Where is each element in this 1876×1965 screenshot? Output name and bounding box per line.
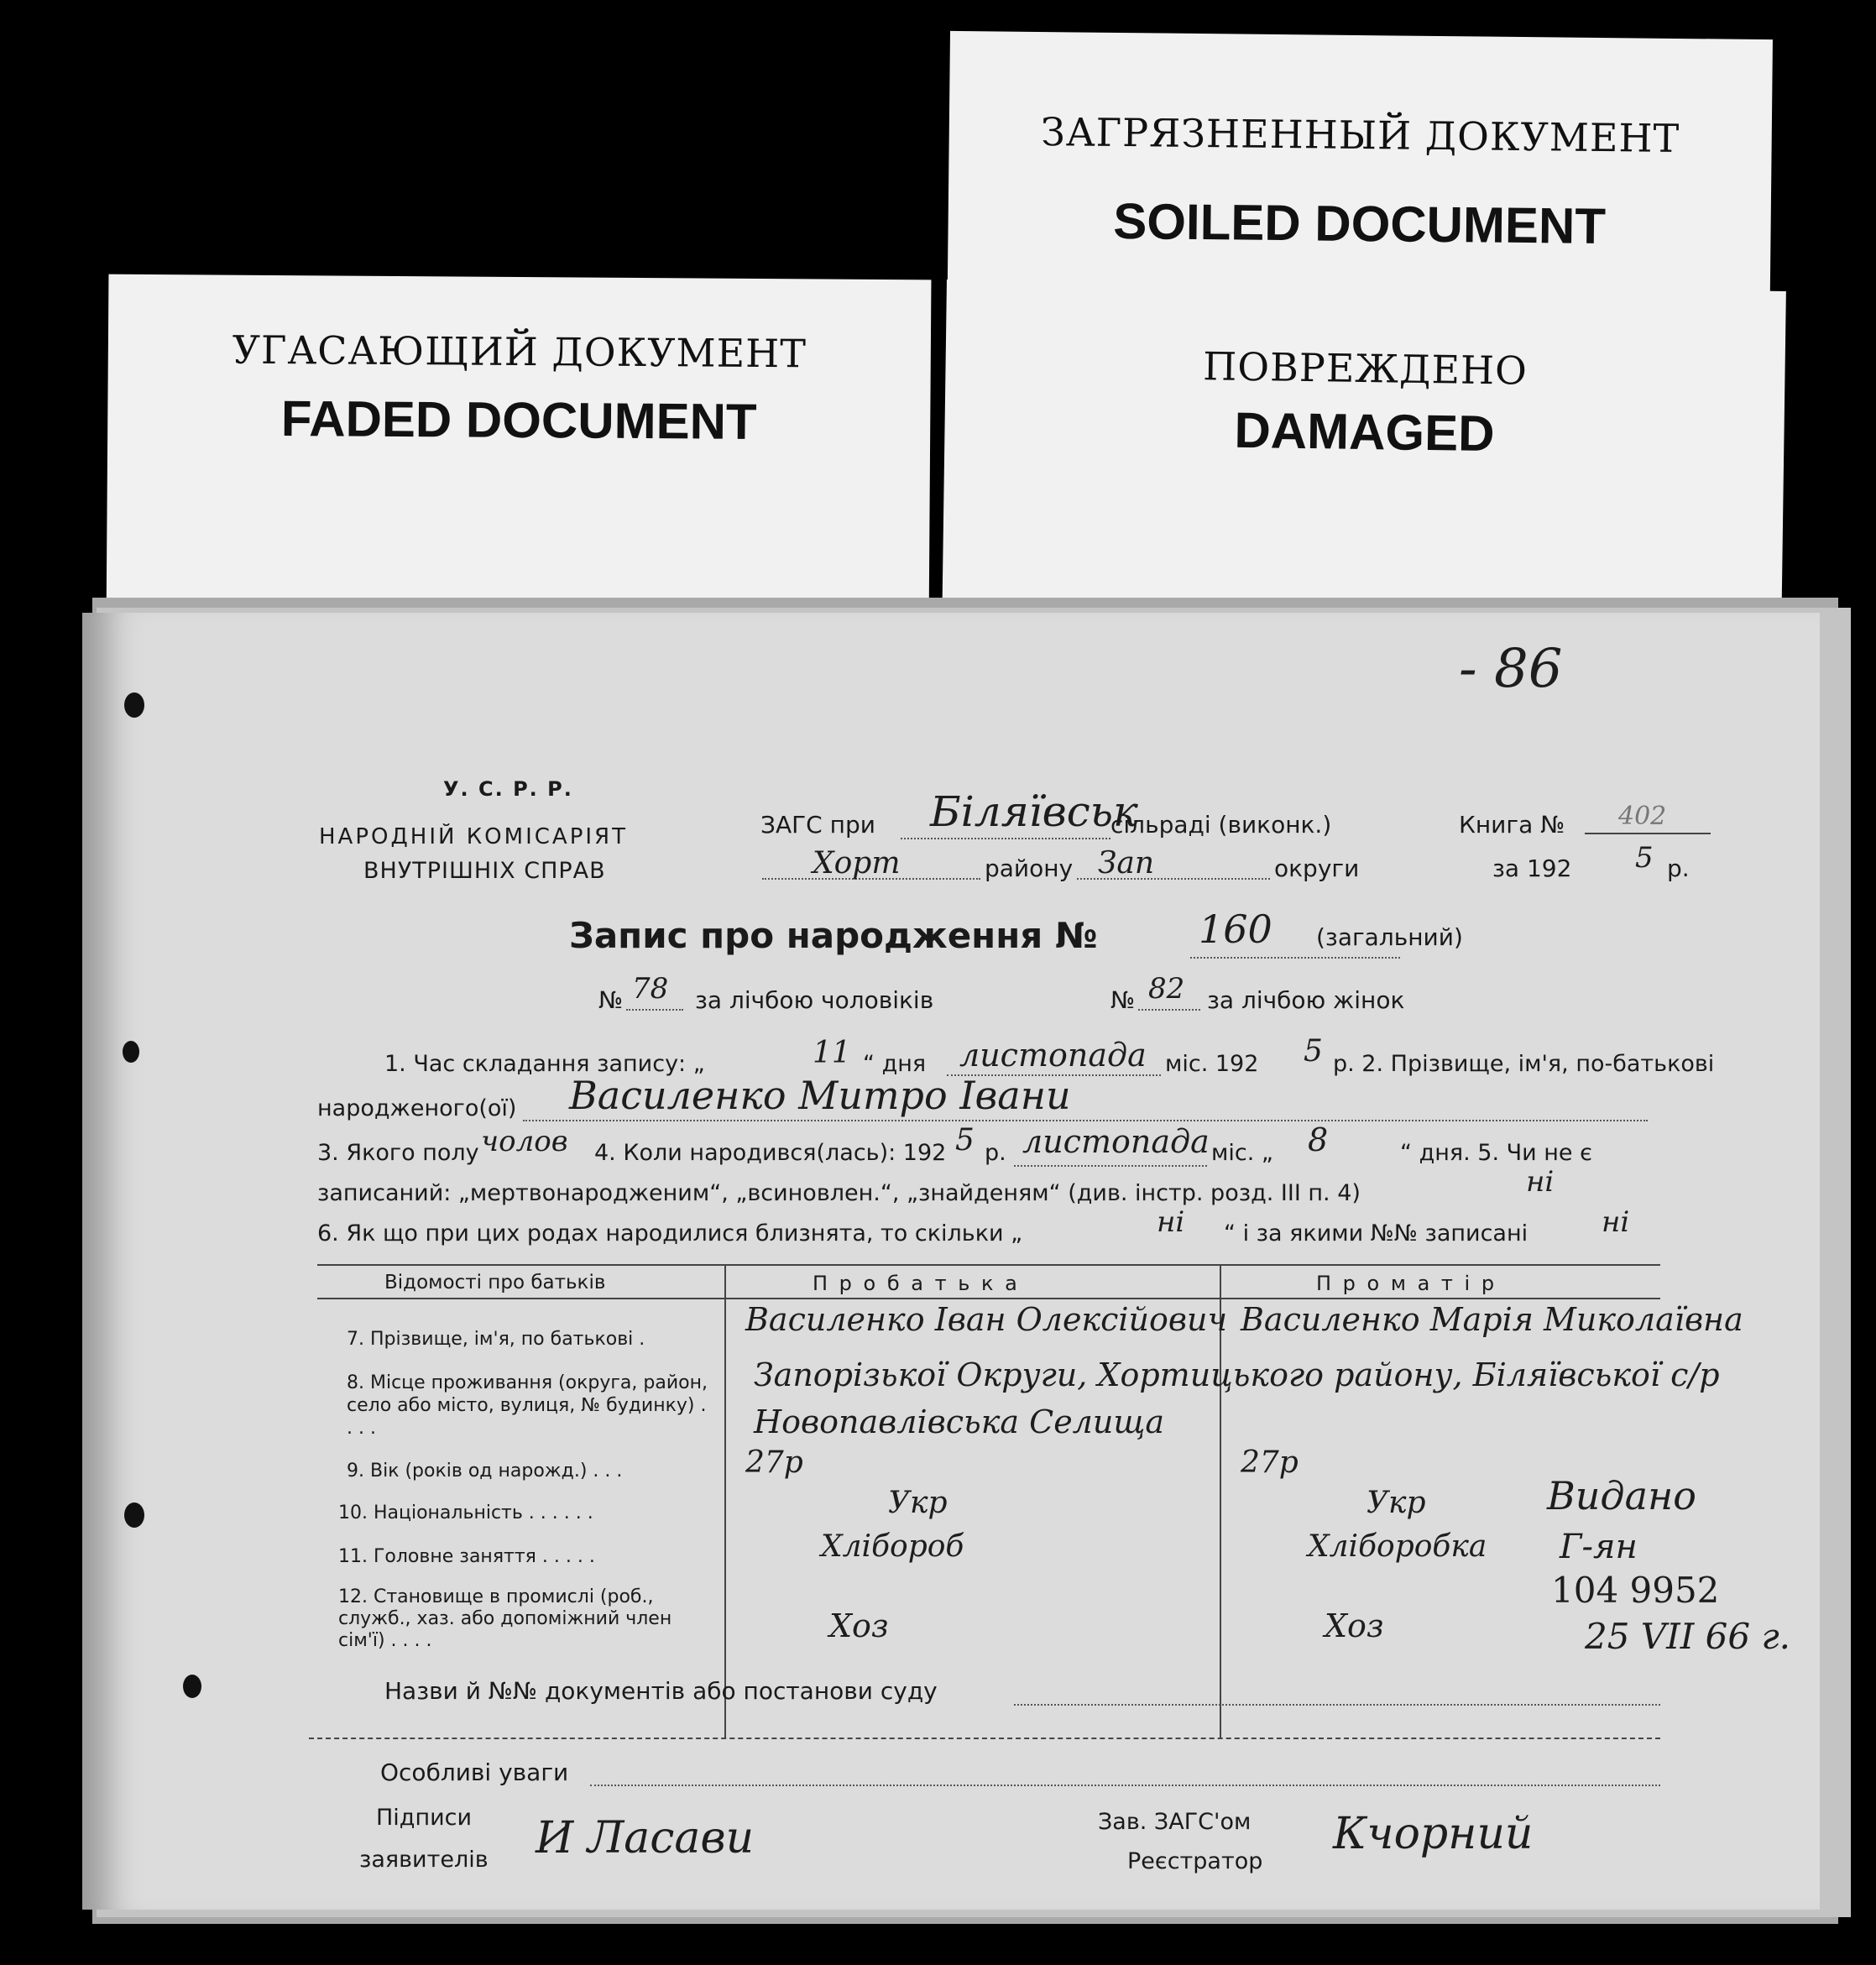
region-value: Хорт [813,846,901,881]
field1-day: 11 [813,1036,851,1070]
margin-note-number: 104 9952 [1551,1570,1720,1611]
zags-field-line [901,838,1110,839]
residence-value: Запорізької Округи, Хортицького району, Біляївської с/р Новопавлівська Селища [754,1356,1720,1440]
table-top-border [317,1264,1660,1266]
commissariat-line2: ВНУТРІШНІХ СПРАВ [363,858,606,884]
mother-name: Василенко Марія Миколаївна [1241,1301,1743,1338]
field1-mis: міс. 192 [1165,1051,1259,1077]
field5-line2: записаний: „мертвонародженим“, „всиновлен.“, „знайденям“ (див. інстр. розд. III п. 4) [317,1180,1361,1206]
damaged-label-en: DAMAGED [1234,401,1495,463]
field4-year: 5 [955,1123,975,1158]
punch-hole [124,692,144,718]
table-row-label: 8. Місце проживання (округа, район, село або місто, вулиця, № будинку) . . . . [347,1372,708,1439]
table-row-label: 9. Вік (років од нарожд.) . . . [347,1461,623,1482]
women-count-line [1138,1009,1200,1011]
field6-value: ні [1157,1205,1185,1239]
table-col-divider-1 [724,1264,726,1738]
margin-note-date: 25 VII 66 г. [1585,1616,1791,1657]
page-number: - 86 [1459,638,1563,700]
punch-hole [123,1041,139,1063]
father-status: Хоз [829,1607,889,1644]
table-header-border [317,1298,1660,1299]
field4-r: р. [985,1140,1006,1166]
field2-label: р. 2. Прізвище, ім'я, по-батькові [1333,1051,1715,1077]
applicant-signature: И Ласави [536,1813,755,1863]
kniga-value: 402 [1618,802,1667,831]
field1-year: 5 [1304,1034,1323,1069]
birth-record-page [82,613,1820,1910]
margin-note-issued: Видано [1547,1473,1697,1518]
field4-label: 4. Коли народився(лась): 192 [594,1140,947,1166]
record-title: Запис про народження № [569,915,1098,956]
field3-label: 3. Якого полу [317,1140,479,1166]
table-row-label: 10. Національність . . . . . . [338,1502,593,1523]
faded-label-en: FADED DOCUMENT [280,390,757,450]
field5-value: ні [1526,1165,1555,1199]
father-nationality: Укр [888,1486,948,1520]
women-count-value: 82 [1148,972,1185,1006]
zav-label: Зав. ЗАГС'ом [1098,1809,1252,1835]
father-age: 27р [745,1445,803,1480]
born-label: народженого(ої) [317,1095,517,1121]
docs-label: Назви й №№ документів або постанови суду [384,1677,938,1705]
signatures-label-2: заявителів [359,1847,489,1873]
field4-day: 8 [1308,1121,1329,1158]
year-prefix: за 192 [1492,854,1572,882]
mother-status: Хоз [1325,1607,1384,1644]
men-count-label: за лічбою чоловіків [695,986,934,1014]
notes-line [590,1785,1660,1786]
field1-day-label: “ дня [863,1051,927,1077]
margin-note-office: Г-ян [1560,1528,1638,1566]
commissariat-line1: НАРОДНІЙ КОМІСАРІЯТ [319,824,628,849]
okruhy-label: округи [1274,854,1360,882]
father-occupation: Хлібороб [821,1529,964,1564]
born-line [523,1120,1648,1121]
field4-mis: міс. „ [1211,1140,1273,1166]
field6-label: 6. Як що при цих родах народилися близнята, то скільки „ [317,1220,1023,1246]
men-count-line [626,1009,683,1011]
punch-hole [183,1675,201,1698]
table-col3-header: П р о м а т і р [1316,1272,1497,1295]
rayonu-label: району [985,854,1074,882]
born-value: Василенко Митро Івани [569,1073,1071,1118]
zags-value: Біляївськ [930,787,1138,836]
faded-document-card [107,274,932,633]
women-count-label: за лічбою жінок [1207,986,1405,1014]
field6-value2: ні [1602,1205,1630,1239]
field1-label: 1. Час складання запису: „ [384,1051,705,1077]
punch-hole [124,1502,144,1528]
notes-label: Особливі уваги [380,1759,569,1786]
field5-label: “ дня. 5. Чи не є [1400,1140,1592,1166]
registrar-label: Реєстратор [1127,1848,1263,1874]
field4-month-line [1014,1165,1207,1167]
table-col2-header: П р о б а т ь к а [813,1272,1020,1295]
registrar-signature: Кчорний [1333,1809,1534,1859]
mother-occupation: Хліборобка [1308,1529,1487,1564]
table-row-label: 7. Прізвище, ім'я, по батькові . [347,1329,645,1350]
kniga-label: Книга № [1459,811,1565,839]
men-no-label: № [598,986,624,1014]
kniga-field-line [1585,833,1711,834]
republic-label: У. С. Р. Р. [443,777,573,801]
father-name: Василенко Іван Олексійович [745,1301,1228,1338]
field1-month: листопада [959,1037,1147,1074]
faded-label-ru: УГАСАЮЩИЙ ДОКУМЕНТ [232,327,807,377]
women-no-label: № [1110,986,1136,1014]
year-value: 5 [1635,841,1654,875]
table-row-label: 12. Становище в промислі (роб., служб., хаз. або допоміжний член сім'ї) . . . . [338,1586,672,1651]
field4-month: листопада [1022,1123,1210,1160]
damaged-label-ru: ПОВРЕЖДЕНО [1202,343,1528,394]
soiled-label-en: SOILED DOCUMENT [1112,192,1607,255]
damaged-document-card [942,280,1786,644]
okruha-value: Зап [1098,846,1155,881]
mother-age: 27р [1241,1445,1299,1480]
docs-second-line [309,1738,1660,1739]
men-count-value: 78 [632,972,669,1006]
table-row-label: 11. Головне заняття . . . . . [338,1546,595,1567]
selradi-label: сільраді (виконк.) [1110,811,1332,839]
signatures-label-1: Підписи [376,1805,473,1831]
table-col1-header: Відомості про батьків [384,1272,606,1293]
soiled-label-ru: ЗАГРЯЗНЕННЫЙ ДОКУМЕНТ [1040,109,1680,161]
field6-mid: “ і за якими №№ записані [1224,1220,1528,1246]
docs-line [1014,1704,1660,1706]
year-suffix: р. [1667,854,1690,882]
field3-value: чолов [481,1125,568,1158]
mother-nationality: Укр [1367,1486,1426,1520]
record-number-line [1190,957,1400,959]
record-title-suffix: (загальний) [1316,923,1463,951]
zags-label: ЗАГС при [760,811,875,839]
record-number: 160 [1199,907,1272,952]
